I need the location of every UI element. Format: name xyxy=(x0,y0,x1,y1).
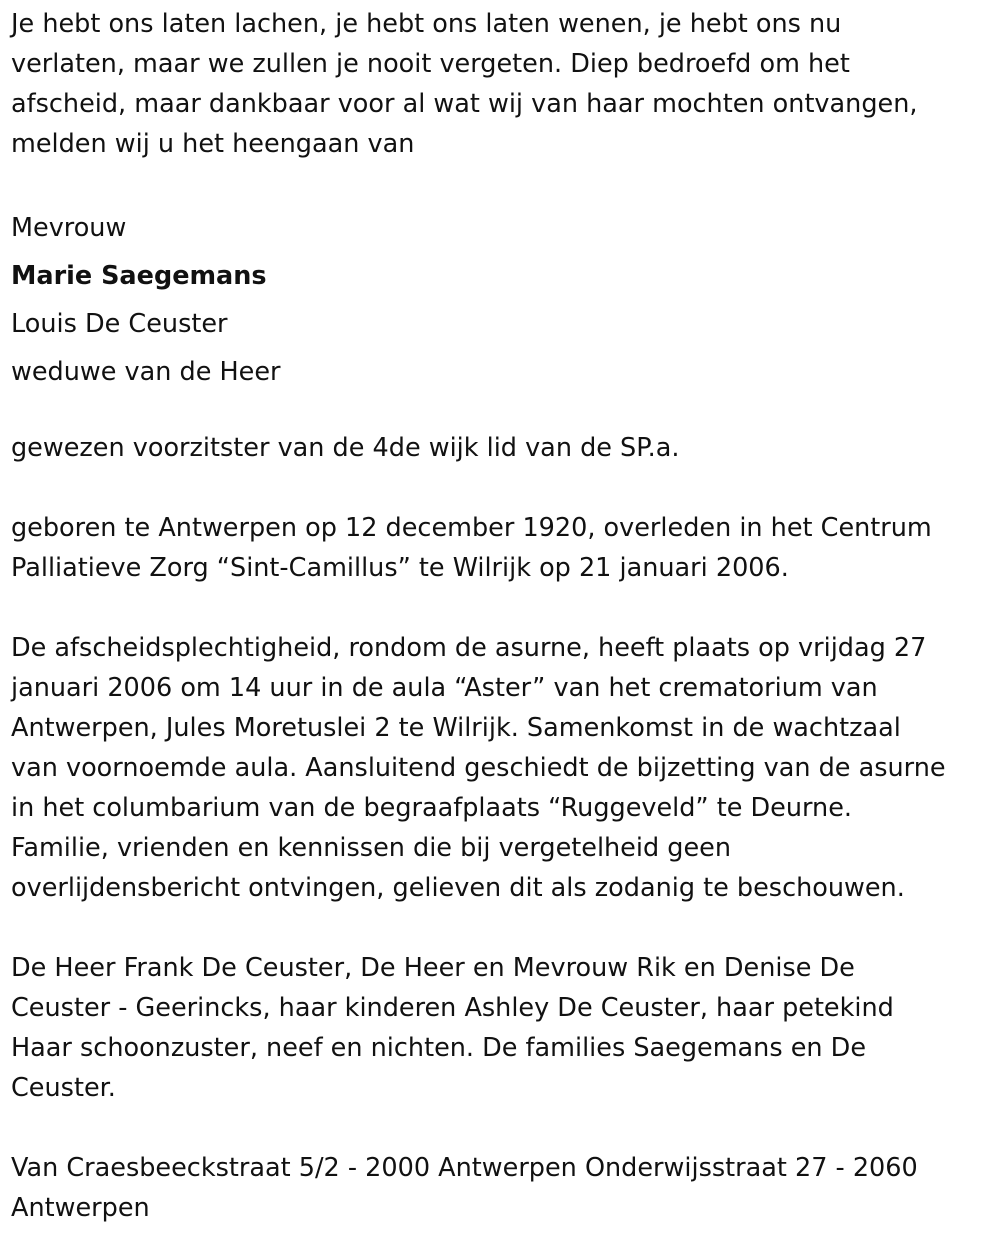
family-paragraph xyxy=(11,948,991,1108)
birth-death-line: geboren te Antwerpen op 12 december 1920, overleden in het Centrum xyxy=(11,513,932,543)
ceremony-line: Antwerpen, Jules Moretuslei 2 te Wilrijk. Samenkomst in de wachtzaal xyxy=(11,713,901,743)
intro-line: Je hebt ons laten lachen, je hebt ons laten wenen, je hebt ons nu xyxy=(11,9,842,39)
ceremony-line: in het columbarium van de begraafplaats “Ruggeveld” te Deurne. xyxy=(11,793,853,823)
family-line: Ceuster. xyxy=(11,1073,116,1103)
ceremony-line: overlijdensbericht ontvingen, gelieven dit als zodanig te beschouwen. xyxy=(11,873,905,903)
deceased-block xyxy=(11,204,991,396)
birth-death-line: Palliatieve Zorg “Sint-Camillus” te Wilrijk op 21 januari 2006. xyxy=(11,553,789,583)
widow-of: weduwe van de Heer xyxy=(11,357,281,387)
death-notice xyxy=(11,4,991,1228)
address-line: Van Craesbeeckstraat 5/2 - 2000 Antwerpen Onderwijsstraat 27 - 2060 xyxy=(11,1153,918,1183)
ceremony-line: januari 2006 om 14 uur in de aula “Aster” van het crematorium van xyxy=(11,673,878,703)
ceremony-line: Familie, vrienden en kennissen die bij vergetelheid geen xyxy=(11,833,731,863)
role-paragraph xyxy=(11,428,991,468)
birth-death-paragraph xyxy=(11,508,991,588)
family-line: De Heer Frank De Ceuster, De Heer en Mevrouw Rik en Denise De xyxy=(11,953,855,983)
spouse-name: Louis De Ceuster xyxy=(11,309,228,339)
intro-line: melden wij u het heengaan van xyxy=(11,129,415,159)
ceremony-line: van voornoemde aula. Aansluitend geschiedt de bijzetting van de asurne xyxy=(11,753,946,783)
ceremony-line: De afscheidsplechtigheid, rondom de asurne, heeft plaats op vrijdag 27 xyxy=(11,633,927,663)
salutation: Mevrouw xyxy=(11,213,127,243)
addresses-paragraph xyxy=(11,1148,991,1228)
family-line: Haar schoonzuster, neef en nichten. De families Saegemans en De xyxy=(11,1033,867,1063)
family-line: Ceuster - Geerincks, haar kinderen Ashley De Ceuster, haar petekind xyxy=(11,993,894,1023)
intro-line: verlaten, maar we zullen je nooit vergeten. Diep bedroefd om het xyxy=(11,49,850,79)
address-line: Antwerpen xyxy=(11,1193,150,1223)
ceremony-paragraph xyxy=(11,628,991,908)
intro-line: afscheid, maar dankbaar voor al wat wij van haar mochten ontvangen, xyxy=(11,89,918,119)
intro-paragraph xyxy=(11,4,991,164)
deceased-name: Marie Saegemans xyxy=(11,261,267,291)
role-line: gewezen voorzitster van de 4de wijk lid van de SP.a. xyxy=(11,433,680,463)
